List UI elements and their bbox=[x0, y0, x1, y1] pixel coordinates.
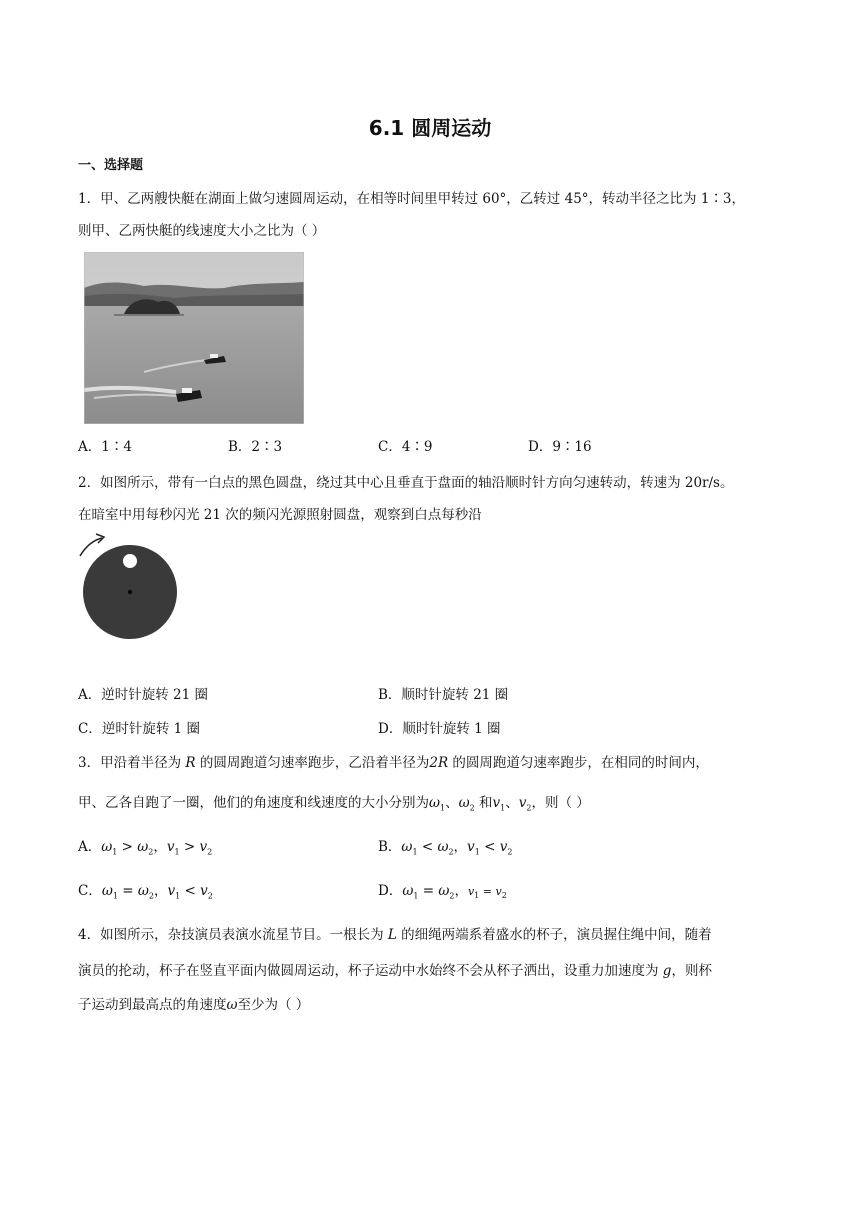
question-3-option-c: C．$\omega_1 = \omega_2$，$v_1 < v_2$ bbox=[78, 883, 213, 901]
page-title: 6.1 圆周运动 bbox=[368, 116, 492, 140]
question-4-line-2: 演员的抡动，杯子在竖直平面内做圆周运动，杯子运动中水始终不会从杯子洒出，设重力加速度为 g，则杯 bbox=[78, 963, 712, 979]
question-1-option-d: D．9∶16 bbox=[528, 439, 592, 455]
question-3-line-1: 3．甲沿着半径为 R 的圆周跑道匀速率跑步，乙沿着半径为2R 的圆周跑道匀速率跑步，在相同的时间内， bbox=[78, 755, 709, 771]
question-2-line-2: 在暗室中用每秒闪光 21 次的频闪光源照射圆盘，观察到白点每秒沿 bbox=[78, 507, 482, 523]
question-1-line-1: 1．甲、乙两艘快艇在湖面上做匀速圆周运动，在相等时间里甲转过 60°，乙转过 45°，转动半径之比为 1∶3， bbox=[78, 191, 745, 207]
question-1-line-2: 则甲、乙两快艇的线速度大小之比为（ ） bbox=[78, 223, 326, 239]
section-heading: 一、选择题 bbox=[78, 158, 144, 173]
question-3-option-a: A．$\omega_1 > \omega_2$，$v_1 > v_2$ bbox=[78, 839, 213, 857]
question-4-line-1: 4．如图所示，杂技演员表演水流星节目。一根长为 L 的细绳两端系着盛水的杯子，演员握住绳中间，随着 bbox=[78, 927, 712, 943]
question-3-line-2: 甲、乙各自跑了一圈，他们的角速度和线速度的大小分别为$\omega_1$、$\omega_2$ 和$v_1$、$v_2$，则（ ） bbox=[78, 795, 590, 813]
question-2-option-c: C．逆时针旋转 1 圈 bbox=[78, 721, 201, 737]
question-1-option-c: C．4∶9 bbox=[378, 439, 433, 455]
question-2-line-1: 2．如图所示，带有一白点的黑色圆盘，绕过其中心且垂直于盘面的轴沿顺时针方向匀速转动，转速为 20r/s。 bbox=[78, 475, 734, 491]
rotating-disk-figure bbox=[76, 532, 182, 642]
question-2-option-a: A．逆时针旋转 21 圈 bbox=[78, 687, 209, 703]
question-2-option-d: D．顺时针旋转 1 圈 bbox=[378, 721, 501, 737]
question-3-option-b: B．$\omega_1 < \omega_2$，$v_1 < v_2$ bbox=[378, 839, 513, 857]
question-4-line-3: 子运动到最高点的角速度ω至少为（ ） bbox=[78, 997, 310, 1013]
speedboat-photo bbox=[84, 252, 304, 424]
question-2-option-b: B．顺时针旋转 21 圈 bbox=[378, 687, 509, 703]
question-1-option-a: A．1∶4 bbox=[78, 439, 132, 455]
question-1-option-b: B．2∶3 bbox=[228, 439, 283, 455]
question-3-option-d: D．$\omega_1 = \omega_2$，$v_1 = v_2$ bbox=[378, 883, 507, 901]
